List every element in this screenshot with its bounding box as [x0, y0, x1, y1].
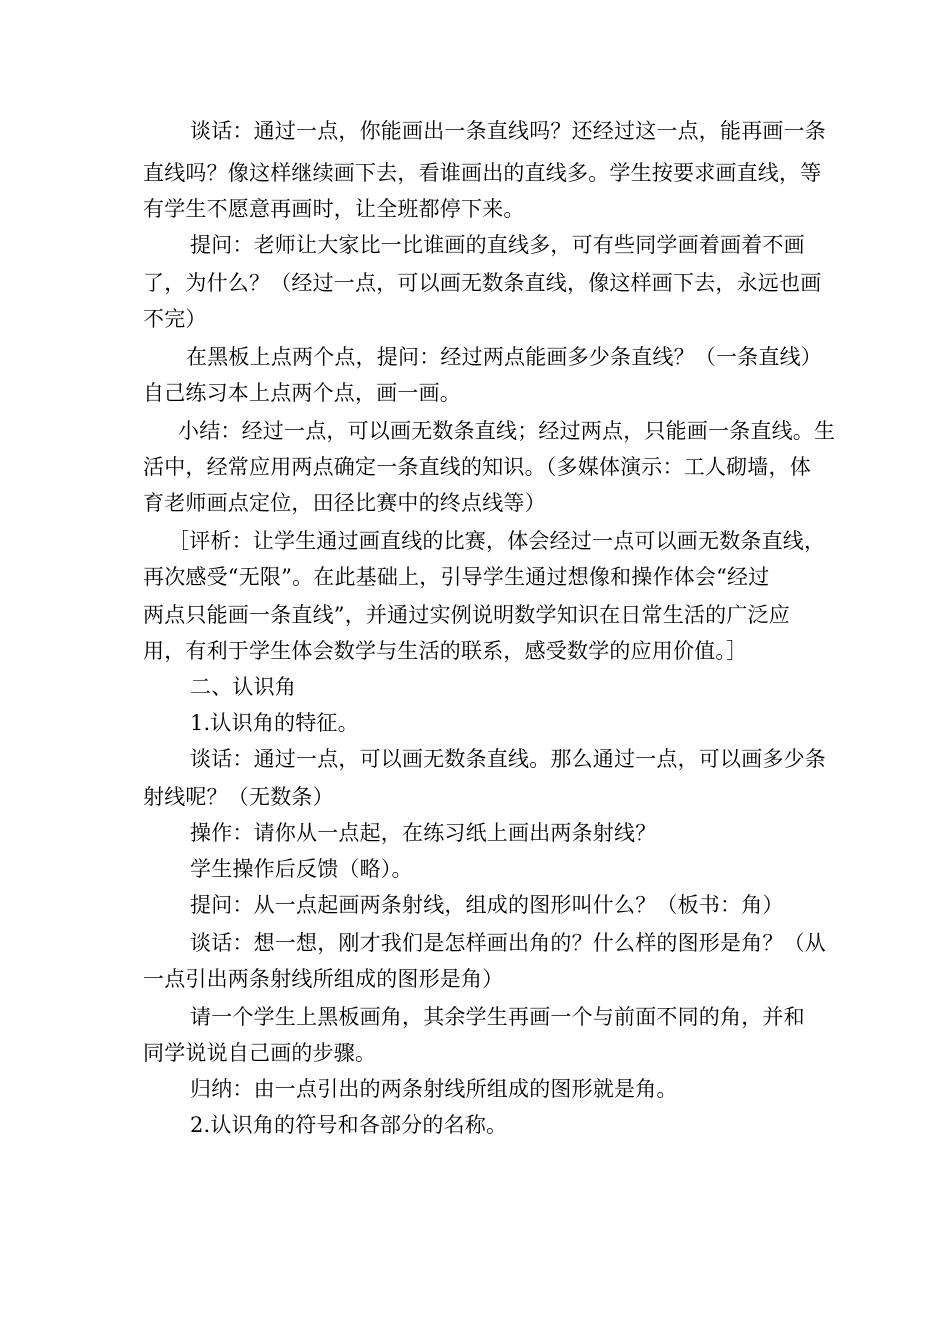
text-line: 提问：老师让大家比一比谁画的直线多，可有些同学画着画着不画	[190, 233, 805, 257]
section-heading: 二、认识角	[190, 675, 296, 699]
text-line: 自己练习本上点两个点，画一画。	[143, 381, 461, 405]
text-line: 活中，经常应用两点确定一条直线的知识。（多媒体演示：工人砌墙，体	[143, 455, 811, 479]
text-line: 了，为什么？（经过一点，可以画无数条直线，像这样画下去，永远也画	[143, 271, 822, 295]
text-line: 谈话：通过一点，你能画出一条直线吗？还经过这一点，能再画一条	[190, 119, 826, 143]
text-line: 学生操作后反馈（略）。	[190, 857, 413, 881]
text-line: 谈话：想一想，刚才我们是怎样画出角的？什么样的图形是角？（从	[190, 931, 826, 955]
text-line: 有学生不愿意再画时，让全班都停下来。	[143, 197, 525, 221]
text-line: 归纳：由一点引出的两条射线所组成的图形就是角。	[190, 1077, 678, 1101]
subsection-heading: 1.认识角的特征。	[190, 711, 359, 735]
text-line: 谈话：通过一点，可以画无数条直线。那么通过一点，可以画多少条	[190, 747, 826, 771]
text-line: 直线吗？像这样继续画下去，看谁画出的直线多。学生按要求画直线，等	[143, 161, 822, 185]
text-line: 用，有利于学生体会数学与生活的联系，感受数学的应用价值。］	[143, 639, 748, 663]
text-line: 射线呢？（无数条）	[143, 785, 334, 809]
subsection-heading: 2.认识角的符号和各部分的名称。	[190, 1113, 508, 1137]
text-line: 两点只能画一条直线”，并通过实例说明数学知识在日常生活的广泛应	[143, 603, 790, 627]
text-line: 小结：经过一点，可以画无数条直线；经过两点，只能画一条直线。生	[178, 419, 836, 443]
text-line: 提问：从一点起画两条射线，组成的图形叫什么？（板书：角）	[190, 893, 784, 917]
text-line: 请一个学生上黑板画角，其余学生再画一个与前面不同的角，并和	[190, 1005, 805, 1029]
text-line: 育老师画点定位，田径比赛中的终点线等）	[143, 491, 546, 515]
text-line: 同学说说自己画的步骤。	[143, 1041, 377, 1065]
text-line: 在黑板上点两个点，提问：经过两点能画多少条直线？（一条直线）	[186, 345, 822, 369]
text-line: 不完）	[143, 307, 207, 331]
text-line: ［评析：让学生通过画直线的比赛，体会经过一点可以画无数条直线，	[168, 529, 826, 553]
text-line: 一点引出两条射线所组成的图形是角）	[143, 967, 504, 991]
text-line: 再次感受“无限”。在此基础上，引导学生通过想像和操作体会“经过	[143, 565, 770, 589]
text-line: 操作：请你从一点起，在练习纸上画出两条射线？	[190, 821, 657, 845]
